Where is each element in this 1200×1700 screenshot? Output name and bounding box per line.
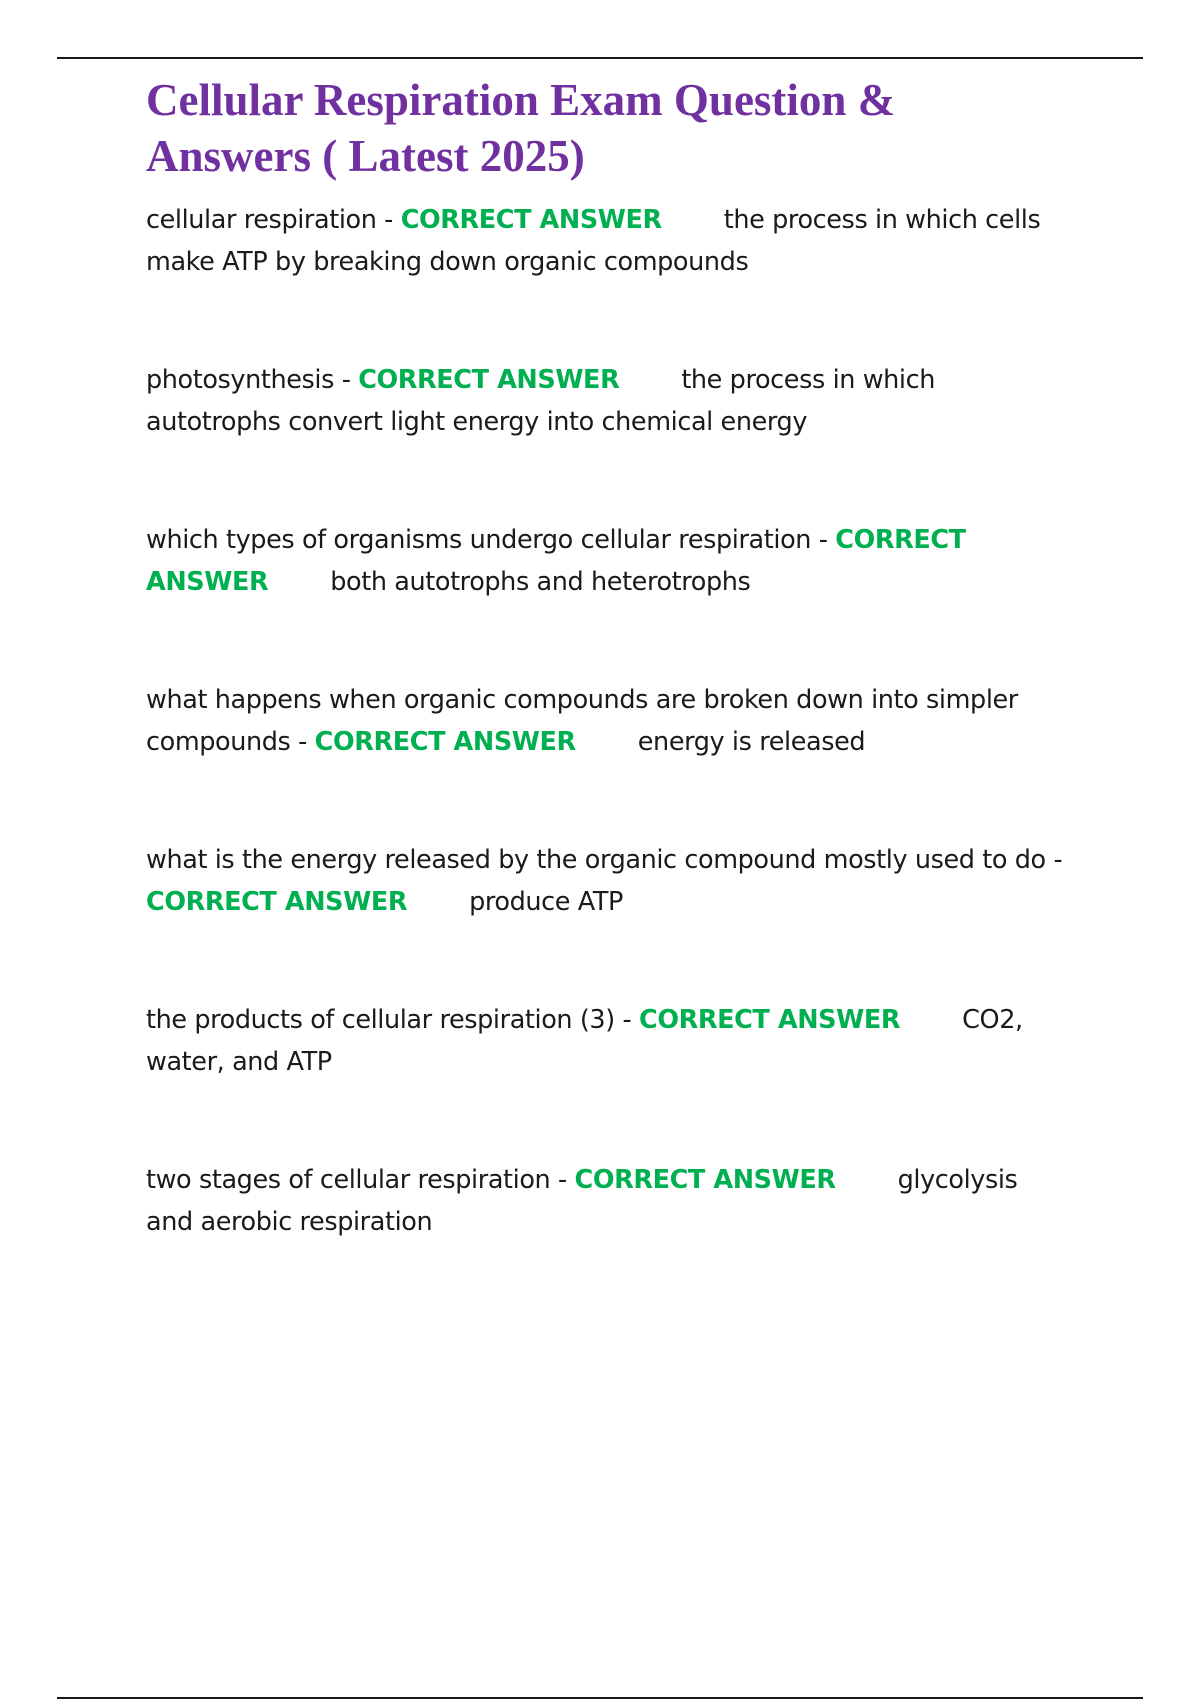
correct-answer-label: CORRECT ANSWER [358, 365, 620, 395]
correct-answer-label: CORRECT ANSWER [314, 727, 576, 757]
top-rule [57, 57, 1143, 59]
separator: - [550, 1165, 575, 1195]
qa-item [146, 679, 1086, 763]
separator: - [290, 727, 315, 757]
answer-text: produce ATP [469, 887, 623, 917]
separator: - [334, 365, 359, 395]
qa-item [146, 359, 966, 443]
correct-answer-label: CORRECT ANSWER [146, 887, 408, 917]
answer-text: CO2, water, and ATP [146, 1005, 1023, 1077]
question-text: two stages of cellular respiration [146, 1165, 551, 1195]
answer-text: the process in which cells make ATP by breaking down organic compounds [146, 205, 1041, 277]
question-text: what is the energy released by the organic compound mostly used to do [146, 845, 1046, 875]
question-text: cellular respiration [146, 205, 377, 235]
separator: - [614, 1005, 640, 1035]
document-body [146, 72, 1086, 1243]
qa-item [146, 999, 1071, 1083]
question-text: the products of cellular respiration (3) [146, 1005, 615, 1035]
correct-answer-label: CORRECT ANSWER [400, 205, 662, 235]
qa-item [146, 199, 1086, 283]
question-text: photosynthesis [146, 365, 334, 395]
answer-text: energy is released [637, 727, 866, 757]
qa-item [146, 1159, 1046, 1243]
answer-text: the process in which autotrophs convert light energy into chemical energy [146, 365, 935, 437]
correct-answer-label: CORRECT ANSWER [146, 525, 966, 597]
separator: - [1045, 845, 1063, 875]
document-title: Cellular Respiration Exam Question & Answers ( Latest 2025) [146, 75, 896, 181]
bottom-rule [57, 1697, 1143, 1699]
correct-answer-label: CORRECT ANSWER [639, 1005, 901, 1035]
qa-item [146, 519, 996, 603]
separator: - [376, 205, 401, 235]
question-text: which types of organisms undergo cellular respiration [146, 525, 812, 555]
correct-answer-label: CORRECT ANSWER [574, 1165, 836, 1195]
answer-text: glycolysis and aerobic respiration [146, 1165, 1018, 1237]
question-text: what happens when organic compounds are broken down into simpler compounds [146, 685, 1018, 757]
separator: - [811, 525, 836, 555]
qa-item [146, 839, 1086, 923]
answer-text: both autotrophs and heterotrophs [330, 567, 751, 597]
